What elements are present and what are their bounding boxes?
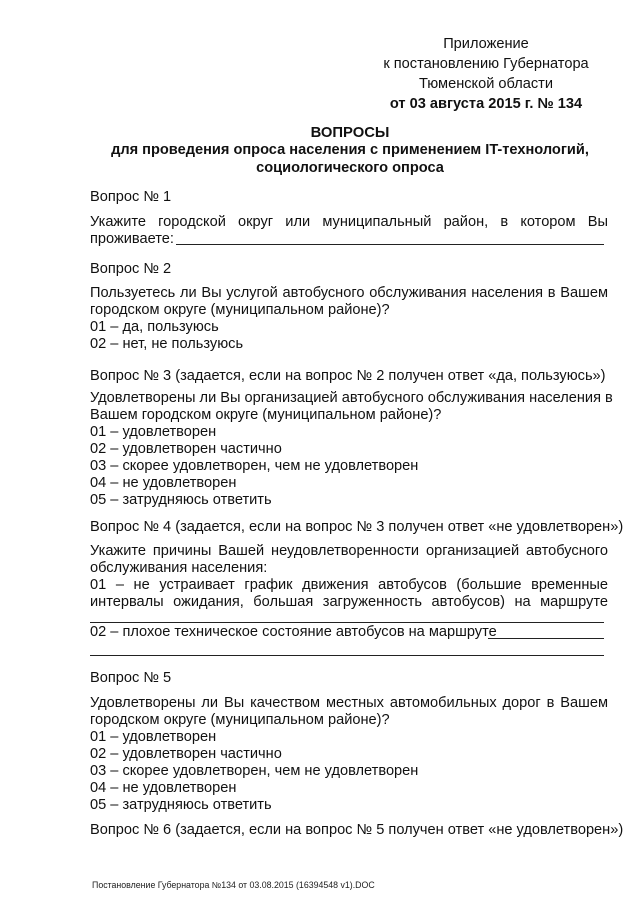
question-3-option[interactable]: 03 – скорее удовлетворен, чем не удовлетворен [90, 458, 419, 474]
question-1-text-line-1: Укажите городской округ или муниципальный район, в котором Вы [90, 214, 608, 230]
question-2-text-line-1: Пользуетесь ли Вы услугой автобусного обслуживания населения в Вашем [90, 285, 608, 301]
question-3-heading: Вопрос № 3 (задается, если на вопрос № 2 получен ответ «да, пользуюсь») [90, 368, 606, 384]
question-1-answer-line[interactable] [176, 244, 604, 245]
question-4-option-1-answer-line[interactable] [90, 622, 604, 623]
question-4-heading: Вопрос № 4 (задается, если на вопрос № 3 получен ответ «не удовлетворен») [90, 519, 624, 535]
question-2-body [90, 285, 608, 353]
question-2-heading: Вопрос № 2 [90, 261, 172, 277]
question-4 [90, 518, 624, 536]
question-3-text-line-2: Вашем городском округе (муниципальном районе)? [90, 407, 442, 423]
question-1-label: проживаете: [90, 231, 174, 247]
question-2 [90, 260, 608, 278]
appendix-line-4: от 03 августа 2015 г. № 134 [389, 96, 583, 112]
question-3-option[interactable]: 05 – затрудняюсь ответить [90, 492, 272, 508]
question-4-option-2-answer-line[interactable] [488, 638, 604, 639]
question-3-option[interactable]: 04 – не удовлетворен [90, 475, 237, 491]
question-4-option-1-line-1[interactable]: 01 – не устраивает график движения автобусов (большие временные [90, 577, 608, 593]
question-4-option-2[interactable]: 02 – плохое техническое состояние автобусов на маршруте [90, 624, 497, 640]
question-1-body [90, 214, 608, 248]
question-6 [90, 821, 624, 839]
question-5-option[interactable]: 03 – скорее удовлетворен, чем не удовлетворен [90, 763, 419, 779]
question-5 [90, 669, 608, 687]
document-subtitle-line-2: социологического опроса [256, 160, 444, 176]
question-4-extra-answer-line[interactable] [90, 655, 604, 656]
question-1 [90, 188, 608, 206]
question-3-option[interactable]: 01 – удовлетворен [90, 424, 217, 440]
question-3-option[interactable]: 02 – удовлетворен частично [90, 441, 282, 457]
appendix-header [366, 34, 606, 114]
question-5-option[interactable]: 04 – не удовлетворен [90, 780, 237, 796]
question-3 [90, 367, 608, 385]
question-5-text-line-2: городском округе (муниципальном районе)? [90, 712, 390, 728]
question-4-body [90, 543, 608, 611]
question-1-text-line-2 [90, 231, 608, 248]
appendix-line-2: к постановлению Губернатора [383, 56, 589, 72]
question-4-text-line-2: обслуживания населения: [90, 560, 268, 576]
question-2-text-line-2: городском округе (муниципальном районе)? [90, 302, 390, 318]
question-5-heading: Вопрос № 5 [90, 670, 172, 686]
appendix-line-1: Приложение [443, 36, 529, 52]
document-subtitle-line-1: для проведения опроса населения с применением IT-технологий, [111, 142, 589, 158]
question-2-option[interactable]: 02 – нет, не пользуюсь [90, 336, 244, 352]
document-footer: Постановление Губернатора №134 от 03.08.2015 (16394548 v1).DOC [92, 880, 375, 890]
question-5-option[interactable]: 05 – затрудняюсь ответить [90, 797, 272, 813]
question-6-heading: Вопрос № 6 (задается, если на вопрос № 5 получен ответ «не удовлетворен») [90, 822, 624, 838]
question-5-body [90, 695, 608, 814]
question-4-text-line-1: Укажите причины Вашей неудовлетворенности организацией автобусного [90, 543, 608, 559]
question-3-body [90, 390, 613, 509]
question-5-text-line-1: Удовлетворены ли Вы качеством местных автомобильных дорог в Вашем [90, 695, 608, 711]
document-title: ВОПРОСЫ [310, 125, 390, 141]
question-4-option-1-line-2[interactable]: интервалы ожидания, большая загруженность автобусов) на маршруте [90, 594, 608, 610]
appendix-line-3: Тюменской области [418, 76, 553, 92]
question-2-option[interactable]: 01 – да, пользуюсь [90, 319, 219, 335]
question-1-heading: Вопрос № 1 [90, 189, 172, 205]
question-5-option[interactable]: 02 – удовлетворен частично [90, 746, 282, 762]
question-5-option[interactable]: 01 – удовлетворен [90, 729, 217, 745]
question-3-text-line-1: Удовлетворены ли Вы организацией автобусного обслуживания населения в [90, 390, 613, 406]
